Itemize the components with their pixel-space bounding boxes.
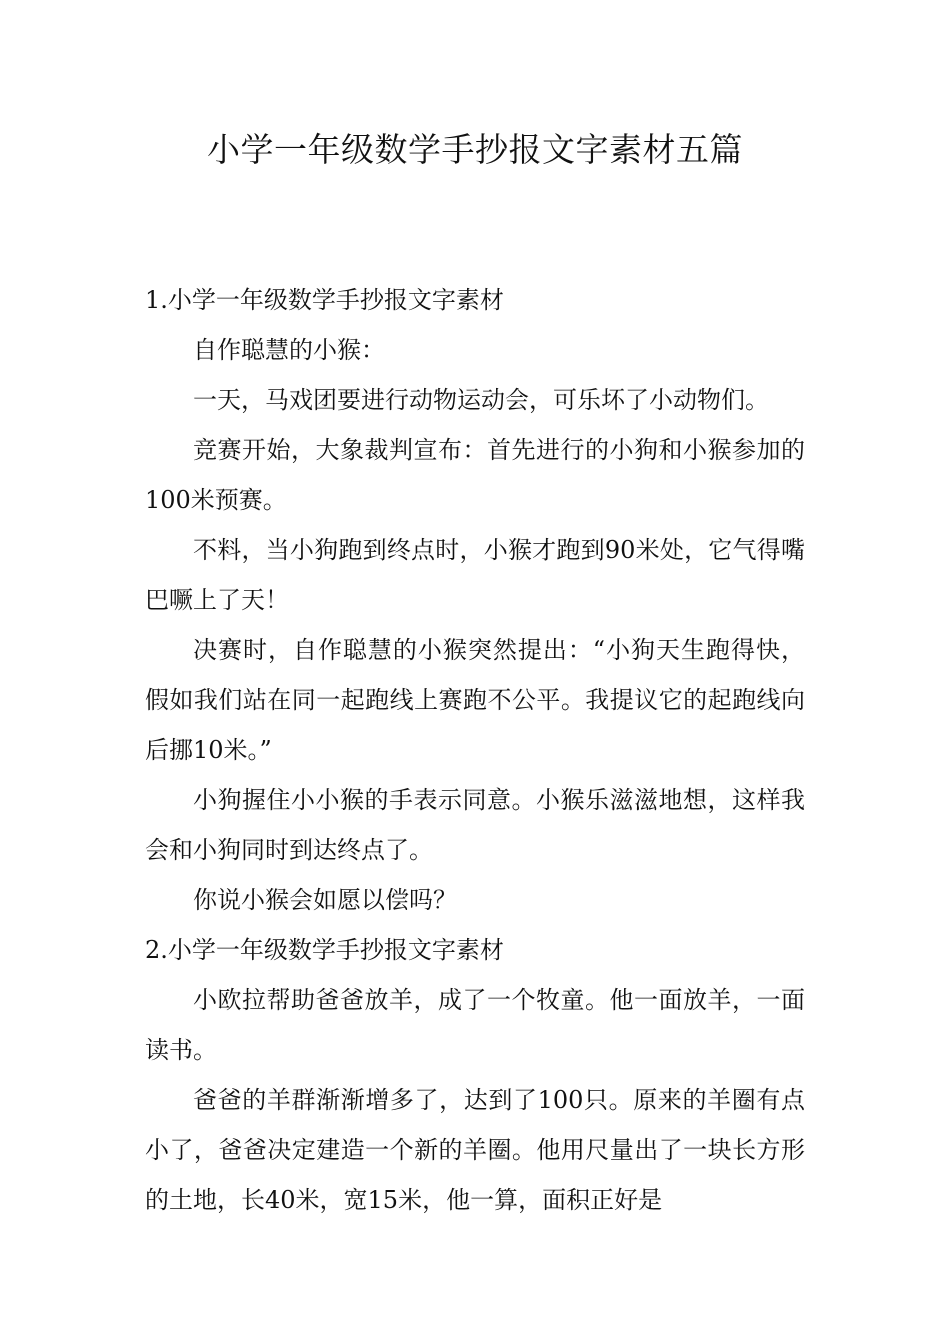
paragraph: 小狗握住小小猴的手表示同意。小猴乐滋滋地想，这样我会和小狗同时到达终点了。 [145, 786, 805, 864]
paragraph: 你说小猴会如愿以偿吗？ [193, 886, 457, 914]
paragraph: 一天，马戏团要进行动物运动会，可乐坏了小动物们。 [193, 386, 769, 414]
paragraph: 竞赛开始，大象裁判宣布：首先进行的小狗和小猴参加的100米预赛。 [145, 436, 805, 514]
section-heading: 2.小学一年级数学手抄报文字素材 [145, 936, 504, 964]
section-heading: 1.小学一年级数学手抄报文字素材 [145, 286, 504, 314]
document-title: 小学一年级数学手抄报文字素材五篇 [207, 130, 743, 169]
paragraph: 自作聪慧的小猴： [193, 336, 385, 364]
paragraph: 小欧拉帮助爸爸放羊，成了一个牧童。他一面放羊，一面读书。 [145, 986, 805, 1064]
paragraph: 不料，当小狗跑到终点时，小猴才跑到90米处，它气得嘴巴噘上了天！ [145, 536, 805, 614]
paragraph: 决赛时，自作聪慧的小猴突然提出：“小狗天生跑得快，假如我们站在同一起跑线上赛跑不公平。我提议它的起跑线向后挪10米。” [145, 636, 805, 764]
document-body [145, 275, 805, 1225]
paragraph: 爸爸的羊群渐渐增多了，达到了100只。原来的羊圈有点小了，爸爸决定建造一个新的羊圈。他用尺量出了一块长方形的土地，长40米，宽15米，他一算，面积正好是 [145, 1086, 805, 1214]
